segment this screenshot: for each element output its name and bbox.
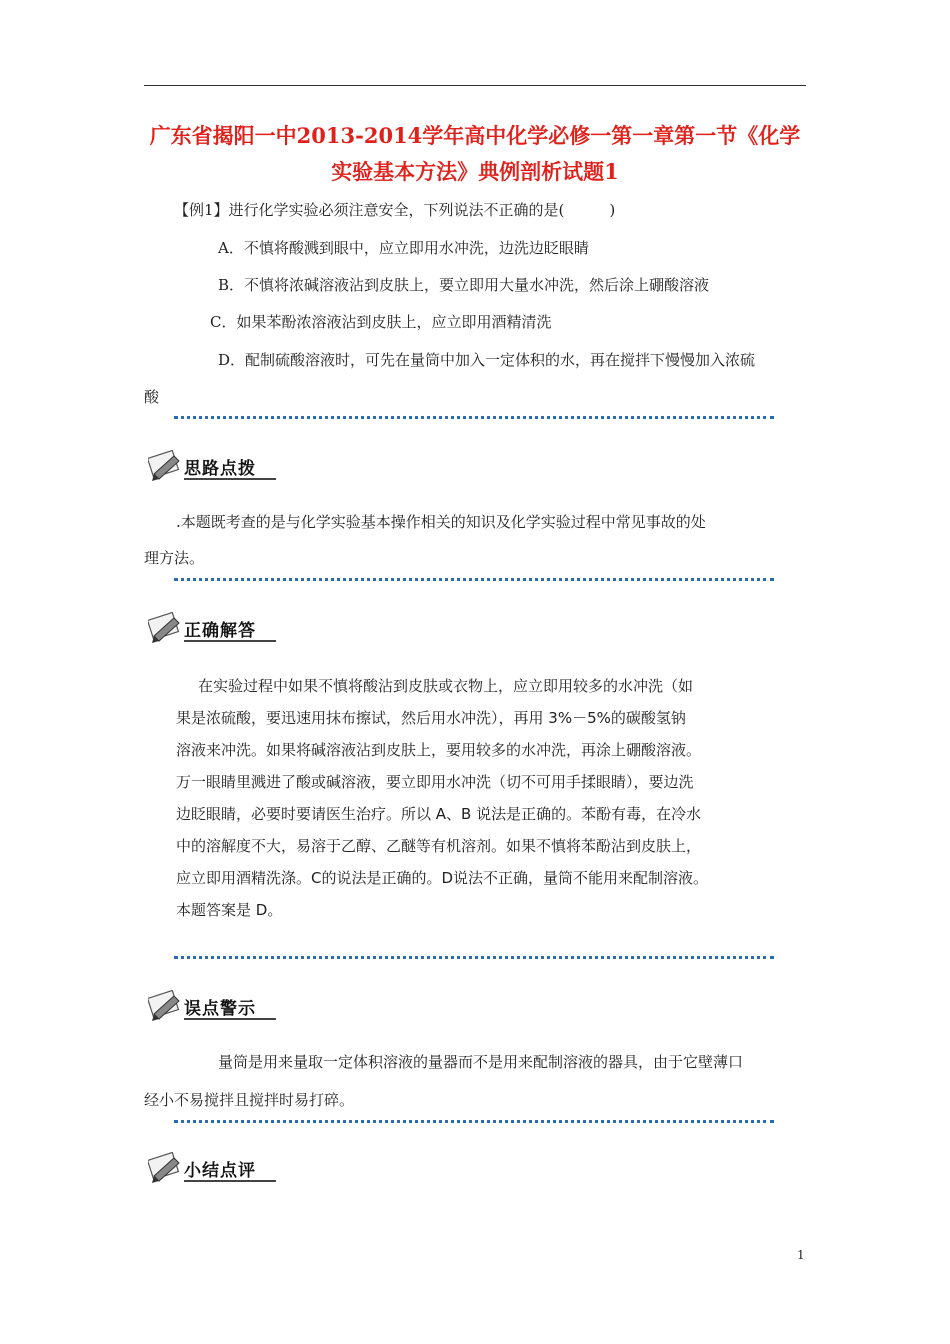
mistake-line-2: 经小不易搅拌且搅拌时易打碎。 — [144, 1091, 355, 1109]
answer-line-6: 中的溶解度不大，易溶于乙醇、乙醚等有机溶剂。如果不慎将苯酚沾到皮肤上， — [176, 837, 702, 855]
answer-line-4: 万一眼睛里溅进了酸或碱溶液，要立即用水冲洗（切不可用手揉眼睛），要边洗 — [176, 773, 694, 791]
section-label-summary: 小结点评 — [184, 1161, 256, 1181]
answer-line-3: 溶液来冲洗。如果将碱溶液沾到皮肤上，要用较多的水冲洗，再涂上硼酸溶液。 — [176, 741, 702, 759]
mistake-line-1: 量筒是用来量取一定体积溶液的量器而不是用来配制溶液的器具，由于它壁薄口 — [218, 1053, 744, 1071]
dotted-divider — [174, 416, 774, 419]
section-label-hint: 思路点拨 — [184, 459, 256, 479]
question-stem: 【例1】进行化学实验必须注意安全，下列说法不正确的是( ) — [174, 201, 616, 219]
option-d-line-1: D．配制硫酸溶液时，可先在量筒中加入一定体积的水，再在搅拌下慢慢加入浓硫 — [218, 351, 756, 369]
hint-line-2: 理方法。 — [144, 549, 205, 567]
pen-icon — [148, 990, 182, 1022]
section-underline — [184, 640, 276, 642]
section-header-summary — [148, 1152, 278, 1186]
section-header-hint — [148, 450, 278, 484]
section-label-answer: 正确解答 — [184, 621, 256, 641]
option-b: B．不慎将浓碱溶液沾到皮肤上，要立即用大量水冲洗，然后涂上硼酸溶液 — [218, 276, 710, 294]
page-number: 1 — [797, 1248, 805, 1262]
title-line-2: 实验基本方法》典例剖析试题1 — [331, 159, 619, 184]
answer-line-1: 在实验过程中如果不慎将酸沾到皮肤或衣物上，应立即用较多的水冲洗（如 — [198, 677, 694, 695]
answer-line-7: 应立即用酒精洗涤。C的说法是正确的。D说法不正确，量筒不能用来配制溶液。 — [176, 869, 709, 887]
header-rule — [144, 85, 806, 86]
section-underline — [184, 1018, 276, 1020]
answer-line-5: 边眨眼睛，必要时要请医生治疗。所以 A、B 说法是正确的。苯酚有毒，在冷水 — [176, 805, 702, 823]
option-a: A．不慎将酸溅到眼中，应立即用水冲洗，边洗边眨眼睛 — [218, 239, 589, 257]
dotted-divider — [174, 1120, 774, 1123]
section-underline — [184, 478, 276, 480]
option-d-line-2: 酸 — [144, 388, 160, 406]
section-underline — [184, 1180, 276, 1182]
option-c: C．如果苯酚浓溶液沾到皮肤上，应立即用酒精清洗 — [210, 313, 552, 331]
title-line-1: 广东省揭阳一中2013-2014学年高中化学必修一第一章第一节《化学 — [149, 123, 801, 148]
pen-icon — [148, 612, 182, 644]
answer-line-2: 果是浓硫酸，要迅速用抹布擦试，然后用水冲洗），再用 3%－5%的碳酸氢钠 — [176, 709, 686, 727]
section-header-answer — [148, 612, 278, 646]
section-label-mistake: 误点警示 — [184, 999, 256, 1019]
dotted-divider — [174, 578, 774, 581]
pen-icon — [148, 1152, 182, 1184]
document-title — [144, 118, 806, 190]
answer-line-8: 本题答案是 D。 — [176, 901, 283, 919]
hint-line-1: .本题既考查的是与化学实验基本操作相关的知识及化学实验过程中常见事故的处 — [176, 513, 706, 531]
dotted-divider — [174, 956, 774, 959]
pen-icon — [148, 450, 182, 482]
section-header-mistake — [148, 990, 278, 1024]
